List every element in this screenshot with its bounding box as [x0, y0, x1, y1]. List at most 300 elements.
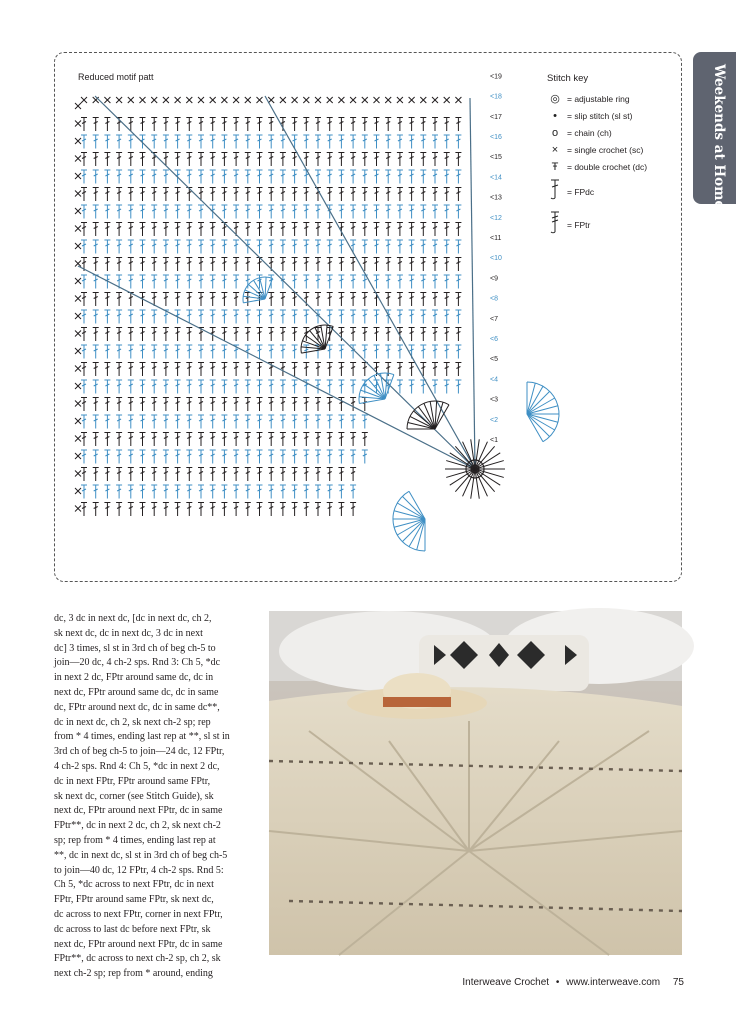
dc-stitch — [163, 118, 169, 132]
instruction-line: dc across to last dc before next FPtr, sk — [54, 923, 211, 935]
dc-stitch — [104, 468, 110, 482]
dc-stitch — [303, 240, 309, 254]
dc-stitch — [210, 170, 216, 184]
dc-stitch — [420, 118, 426, 132]
dc-stitch — [221, 363, 227, 377]
dc-stitch — [116, 433, 122, 447]
dc-stitch — [104, 205, 110, 219]
dc-stitch — [175, 345, 181, 359]
dc-stitch — [303, 450, 309, 464]
dc-stitch — [140, 485, 146, 499]
dc-stitch — [93, 153, 99, 167]
dc-stitch — [151, 345, 157, 359]
dc-stitch — [221, 188, 227, 202]
dc-stitch — [151, 433, 157, 447]
dc-stitch — [163, 258, 169, 272]
dc-stitch — [221, 258, 227, 272]
dc-stitch — [268, 188, 274, 202]
dc-stitch — [374, 170, 380, 184]
dc-stitch — [420, 345, 426, 359]
dc-stitch — [432, 188, 438, 202]
dc-stitch — [128, 415, 134, 429]
sc-stitch — [75, 191, 81, 197]
dc-stitch — [455, 205, 461, 219]
dc-stitch — [175, 485, 181, 499]
dc-stitch — [151, 398, 157, 412]
dc-stitch — [93, 450, 99, 464]
dc-stitch — [186, 363, 192, 377]
dc-stitch — [268, 205, 274, 219]
dc-stitch — [257, 310, 263, 324]
dc-stitch — [175, 468, 181, 482]
dc-stitch — [280, 153, 286, 167]
dc-stitch — [81, 398, 87, 412]
dc-stitch — [151, 240, 157, 254]
dc-stitch — [409, 310, 415, 324]
dc-stitch — [303, 433, 309, 447]
dc-stitch — [362, 433, 368, 447]
dc-stitch — [128, 485, 134, 499]
dc-stitch — [198, 450, 204, 464]
dc-stitch — [327, 415, 333, 429]
dc-stitch — [233, 485, 239, 499]
dc-stitch — [186, 468, 192, 482]
dc-stitch — [338, 415, 344, 429]
dc-stitch — [338, 135, 344, 149]
dc-stitch — [268, 503, 274, 517]
dc-stitch — [292, 468, 298, 482]
dc-stitch — [245, 135, 251, 149]
page-footer — [458, 977, 684, 988]
dc-stitch — [163, 380, 169, 394]
sc-stitch — [75, 401, 81, 407]
dc-stitch — [280, 345, 286, 359]
dc-stitch — [444, 293, 450, 307]
sc-stitch — [257, 97, 263, 103]
dc-stitch — [233, 468, 239, 482]
instruction-line: dc in next FPtr, FPtr around same FPtr, — [54, 775, 211, 787]
sc-stitch — [221, 97, 227, 103]
sc-stitch — [233, 97, 239, 103]
dc-stitch — [233, 118, 239, 132]
dc-stitch — [257, 223, 263, 237]
dc-stitch — [221, 240, 227, 254]
dc-stitch — [198, 503, 204, 517]
dc-stitch — [186, 485, 192, 499]
dc-stitch — [104, 170, 110, 184]
dc-stitch — [432, 310, 438, 324]
dc-stitch — [315, 293, 321, 307]
dc-stitch — [198, 468, 204, 482]
dc-stitch — [245, 170, 251, 184]
dc-stitch — [409, 223, 415, 237]
chart-title: Reduced motif patt — [78, 72, 154, 82]
dc-stitch — [233, 135, 239, 149]
dc-stitch — [257, 135, 263, 149]
dc-stitch — [432, 153, 438, 167]
dc-stitch — [233, 205, 239, 219]
dc-stitch — [104, 345, 110, 359]
dc-stitch — [338, 310, 344, 324]
dc-stitch — [409, 170, 415, 184]
dc-stitch — [350, 258, 356, 272]
dc-stitch — [397, 258, 403, 272]
dc-stitch — [350, 293, 356, 307]
dc-stitch — [303, 205, 309, 219]
dc-stitch — [385, 293, 391, 307]
dc-stitch — [455, 380, 461, 394]
dc-stitch — [315, 433, 321, 447]
dc-stitch — [374, 345, 380, 359]
sc-stitch — [338, 97, 344, 103]
dc-stitch — [198, 258, 204, 272]
dc-stitch — [432, 118, 438, 132]
dc-stitch — [350, 275, 356, 289]
dc-stitch — [210, 240, 216, 254]
dc-stitch — [163, 205, 169, 219]
round-number: <2 — [490, 416, 498, 424]
dc-stitch — [128, 258, 134, 272]
instruction-line: in next 2 dc, FPtr around same dc, dc in — [54, 672, 214, 684]
dc-stitch — [374, 258, 380, 272]
dc-stitch — [221, 398, 227, 412]
dc-stitch — [362, 170, 368, 184]
dc-stitch — [420, 170, 426, 184]
dc-stitch — [257, 415, 263, 429]
dc-stitch — [292, 153, 298, 167]
key-label: = double crochet (dc) — [567, 161, 648, 172]
dc-stitch — [257, 170, 263, 184]
dc-stitch — [455, 188, 461, 202]
instruction-line: dc] 3 times, sl st in 3rd ch of beg ch-5 to — [54, 642, 216, 654]
dc-stitch — [280, 188, 286, 202]
pattern-instructions — [54, 612, 259, 982]
dc-stitch — [432, 293, 438, 307]
dc-stitch — [409, 118, 415, 132]
dc-stitch — [81, 485, 87, 499]
dc-stitch — [140, 468, 146, 482]
sc-stitch — [104, 97, 110, 103]
instruction-line: FPtr**, dc in next 2 dc, ch 2, sk next ch-2 — [54, 820, 221, 832]
dc-stitch — [175, 275, 181, 289]
dc-stitch — [257, 345, 263, 359]
dc-stitch — [198, 398, 204, 412]
dc-stitch — [350, 468, 356, 482]
sc-stitch — [175, 97, 181, 103]
dc-stitch — [409, 363, 415, 377]
dc-stitch — [327, 258, 333, 272]
dc-stitch — [257, 205, 263, 219]
fan-stitch — [359, 399, 385, 404]
dc-stitch — [257, 450, 263, 464]
fan-arc — [527, 382, 559, 442]
dc-stitch — [338, 205, 344, 219]
dc-stitch — [81, 170, 87, 184]
dc-stitch — [128, 153, 134, 167]
dc-stitch — [444, 240, 450, 254]
instruction-line: join—20 dc, 4 ch-2 sps. Rnd 3: Ch 5, *dc — [54, 657, 221, 669]
dc-stitch — [409, 153, 415, 167]
dc-stitch — [303, 485, 309, 499]
dc-stitch — [362, 398, 368, 412]
dc-stitch — [151, 170, 157, 184]
dc-stitch — [268, 240, 274, 254]
dc-stitch — [268, 450, 274, 464]
dc-stitch — [210, 363, 216, 377]
sc-stitch — [420, 97, 426, 103]
dc-stitch — [292, 135, 298, 149]
instruction-line: FPtr**, dc across to next ch-2 sp, ch 2, sk — [54, 953, 221, 965]
dc-stitch — [338, 258, 344, 272]
dc-stitch — [81, 293, 87, 307]
dc-stitch — [374, 275, 380, 289]
dc-stitch — [338, 363, 344, 377]
dc-stitch — [245, 398, 251, 412]
sc-stitch — [75, 436, 81, 442]
dc-stitch — [350, 328, 356, 342]
dc-stitch — [151, 468, 157, 482]
dc-stitch — [327, 170, 333, 184]
dc-stitch — [327, 485, 333, 499]
dc-stitch — [292, 240, 298, 254]
dc-stitch — [140, 310, 146, 324]
website-link[interactable]: www.interweave.com — [566, 977, 661, 988]
footer-bullet: • — [555, 977, 560, 988]
dc-stitch — [93, 293, 99, 307]
dc-stitch — [455, 345, 461, 359]
dc-stitch — [432, 328, 438, 342]
dc-stitch — [268, 153, 274, 167]
instruction-line: dc across to next FPtr, corner in next FPtr, — [54, 908, 223, 920]
dc-stitch — [292, 205, 298, 219]
dc-stitch — [163, 503, 169, 517]
dc-stitch — [104, 398, 110, 412]
dc-stitch — [104, 363, 110, 377]
dc-stitch — [257, 188, 263, 202]
dc-stitch — [116, 503, 122, 517]
dc-stitch — [116, 345, 122, 359]
dc-stitch — [385, 153, 391, 167]
dc-stitch — [455, 258, 461, 272]
dc-stitch — [409, 258, 415, 272]
instruction-line: next ch-2 sp; rep from * around, ending — [54, 968, 213, 980]
dc-stitch — [104, 328, 110, 342]
dc-stitch — [210, 380, 216, 394]
dc-stitch — [350, 398, 356, 412]
fptr-icon — [547, 210, 563, 239]
dc-stitch — [385, 135, 391, 149]
dc-stitch — [385, 345, 391, 359]
dc-stitch — [104, 188, 110, 202]
dc-stitch — [221, 328, 227, 342]
dc-stitch — [128, 345, 134, 359]
dc-stitch — [420, 240, 426, 254]
fan-spoke — [78, 266, 475, 469]
fan-stitch — [260, 278, 265, 299]
dc-stitch — [151, 503, 157, 517]
round-number: <1 — [490, 437, 498, 444]
dc-stitch — [245, 188, 251, 202]
dc-stitch — [81, 188, 87, 202]
dc-stitch — [338, 153, 344, 167]
dc-stitch — [385, 188, 391, 202]
sc-stitch — [75, 418, 81, 424]
dc-stitch — [221, 153, 227, 167]
dc-stitch — [327, 363, 333, 377]
dc-stitch — [104, 503, 110, 517]
dc-stitch — [81, 205, 87, 219]
dc-stitch — [186, 205, 192, 219]
dc-stitch — [397, 153, 403, 167]
dc-stitch — [350, 118, 356, 132]
dc-stitch — [93, 503, 99, 517]
dc-stitch — [175, 205, 181, 219]
dc-stitch — [175, 398, 181, 412]
dc-stitch — [362, 450, 368, 464]
dc-stitch — [128, 310, 134, 324]
dc-stitch — [163, 328, 169, 342]
dc-stitch — [245, 328, 251, 342]
dc-stitch — [163, 433, 169, 447]
dc-stitch — [175, 293, 181, 307]
dc-stitch — [175, 380, 181, 394]
dc-stitch — [233, 240, 239, 254]
dc-stitch — [104, 135, 110, 149]
single-crochet-icon: × — [551, 143, 559, 156]
dc-stitch — [93, 363, 99, 377]
dc-stitch — [420, 275, 426, 289]
dc-stitch — [444, 275, 450, 289]
dc-stitch — [420, 328, 426, 342]
dc-stitch — [81, 345, 87, 359]
dc-stitch — [93, 433, 99, 447]
dc-stitch — [186, 153, 192, 167]
dc-stitch — [140, 118, 146, 132]
dc-stitch — [245, 433, 251, 447]
dc-stitch — [444, 310, 450, 324]
sc-stitch — [75, 331, 81, 337]
dc-stitch — [221, 485, 227, 499]
dc-stitch — [198, 205, 204, 219]
dc-stitch — [140, 188, 146, 202]
round-number: <12 — [490, 214, 502, 222]
sc-stitch — [81, 97, 87, 103]
dc-stitch — [268, 485, 274, 499]
dc-stitch — [420, 293, 426, 307]
dc-stitch — [292, 380, 298, 394]
sc-stitch — [116, 97, 122, 103]
dc-stitch — [374, 223, 380, 237]
key-label: = single crochet (sc) — [567, 144, 644, 155]
sc-stitch — [444, 97, 450, 103]
dc-stitch — [338, 450, 344, 464]
dc-stitch — [280, 468, 286, 482]
dc-stitch — [245, 205, 251, 219]
dc-stitch — [93, 398, 99, 412]
key-row-adjustable-ring — [547, 90, 677, 107]
sc-stitch — [75, 488, 81, 494]
dc-stitch — [327, 380, 333, 394]
dc-stitch — [93, 345, 99, 359]
key-row-double-crochet — [547, 158, 677, 175]
dc-stitch — [81, 118, 87, 132]
dc-stitch — [175, 450, 181, 464]
dc-stitch — [186, 135, 192, 149]
key-row-fpdc — [547, 175, 677, 208]
sc-stitch — [75, 261, 81, 267]
dc-stitch — [362, 118, 368, 132]
dc-stitch — [374, 118, 380, 132]
dc-stitch — [303, 118, 309, 132]
dc-stitch — [315, 135, 321, 149]
dc-stitch — [444, 345, 450, 359]
key-row-chain — [547, 124, 677, 141]
dc-stitch — [186, 188, 192, 202]
dc-stitch — [116, 468, 122, 482]
dc-stitch — [257, 240, 263, 254]
dc-stitch — [93, 468, 99, 482]
dc-stitch — [151, 205, 157, 219]
dc-stitch — [198, 380, 204, 394]
dc-stitch — [327, 118, 333, 132]
dc-stitch — [280, 503, 286, 517]
double-crochet-icon: Ŧ — [551, 160, 559, 173]
dc-stitch — [175, 135, 181, 149]
sc-stitch — [198, 97, 204, 103]
dc-stitch — [257, 363, 263, 377]
dc-stitch — [116, 258, 122, 272]
dc-stitch — [104, 258, 110, 272]
dc-stitch — [140, 363, 146, 377]
dc-stitch — [268, 398, 274, 412]
sc-stitch — [397, 97, 403, 103]
dc-stitch — [338, 485, 344, 499]
dc-stitch — [221, 503, 227, 517]
dc-stitch — [175, 363, 181, 377]
dc-stitch — [175, 188, 181, 202]
dc-stitch — [362, 223, 368, 237]
dc-stitch — [338, 188, 344, 202]
key-label: = FPtr — [567, 219, 591, 230]
dc-stitch — [175, 240, 181, 254]
dc-stitch — [257, 380, 263, 394]
dc-stitch — [303, 503, 309, 517]
dc-stitch — [292, 345, 298, 359]
sc-stitch — [75, 453, 81, 459]
dc-stitch — [245, 153, 251, 167]
dc-stitch — [233, 398, 239, 412]
dc-stitch — [104, 293, 110, 307]
dc-stitch — [397, 135, 403, 149]
key-label: = adjustable ring — [567, 93, 630, 104]
dc-stitch — [151, 118, 157, 132]
dc-stitch — [350, 188, 356, 202]
dc-stitch — [163, 345, 169, 359]
dc-stitch — [104, 118, 110, 132]
dc-stitch — [327, 223, 333, 237]
dc-stitch — [420, 188, 426, 202]
dc-stitch — [245, 223, 251, 237]
dc-stitch — [397, 223, 403, 237]
round-number: <16 — [490, 134, 502, 141]
dc-stitch — [116, 153, 122, 167]
fan-stitch — [435, 405, 449, 429]
dc-stitch — [186, 415, 192, 429]
dc-stitch — [128, 205, 134, 219]
dc-stitch — [81, 468, 87, 482]
sc-stitch — [245, 97, 251, 103]
fpdc-icon — [547, 178, 563, 205]
